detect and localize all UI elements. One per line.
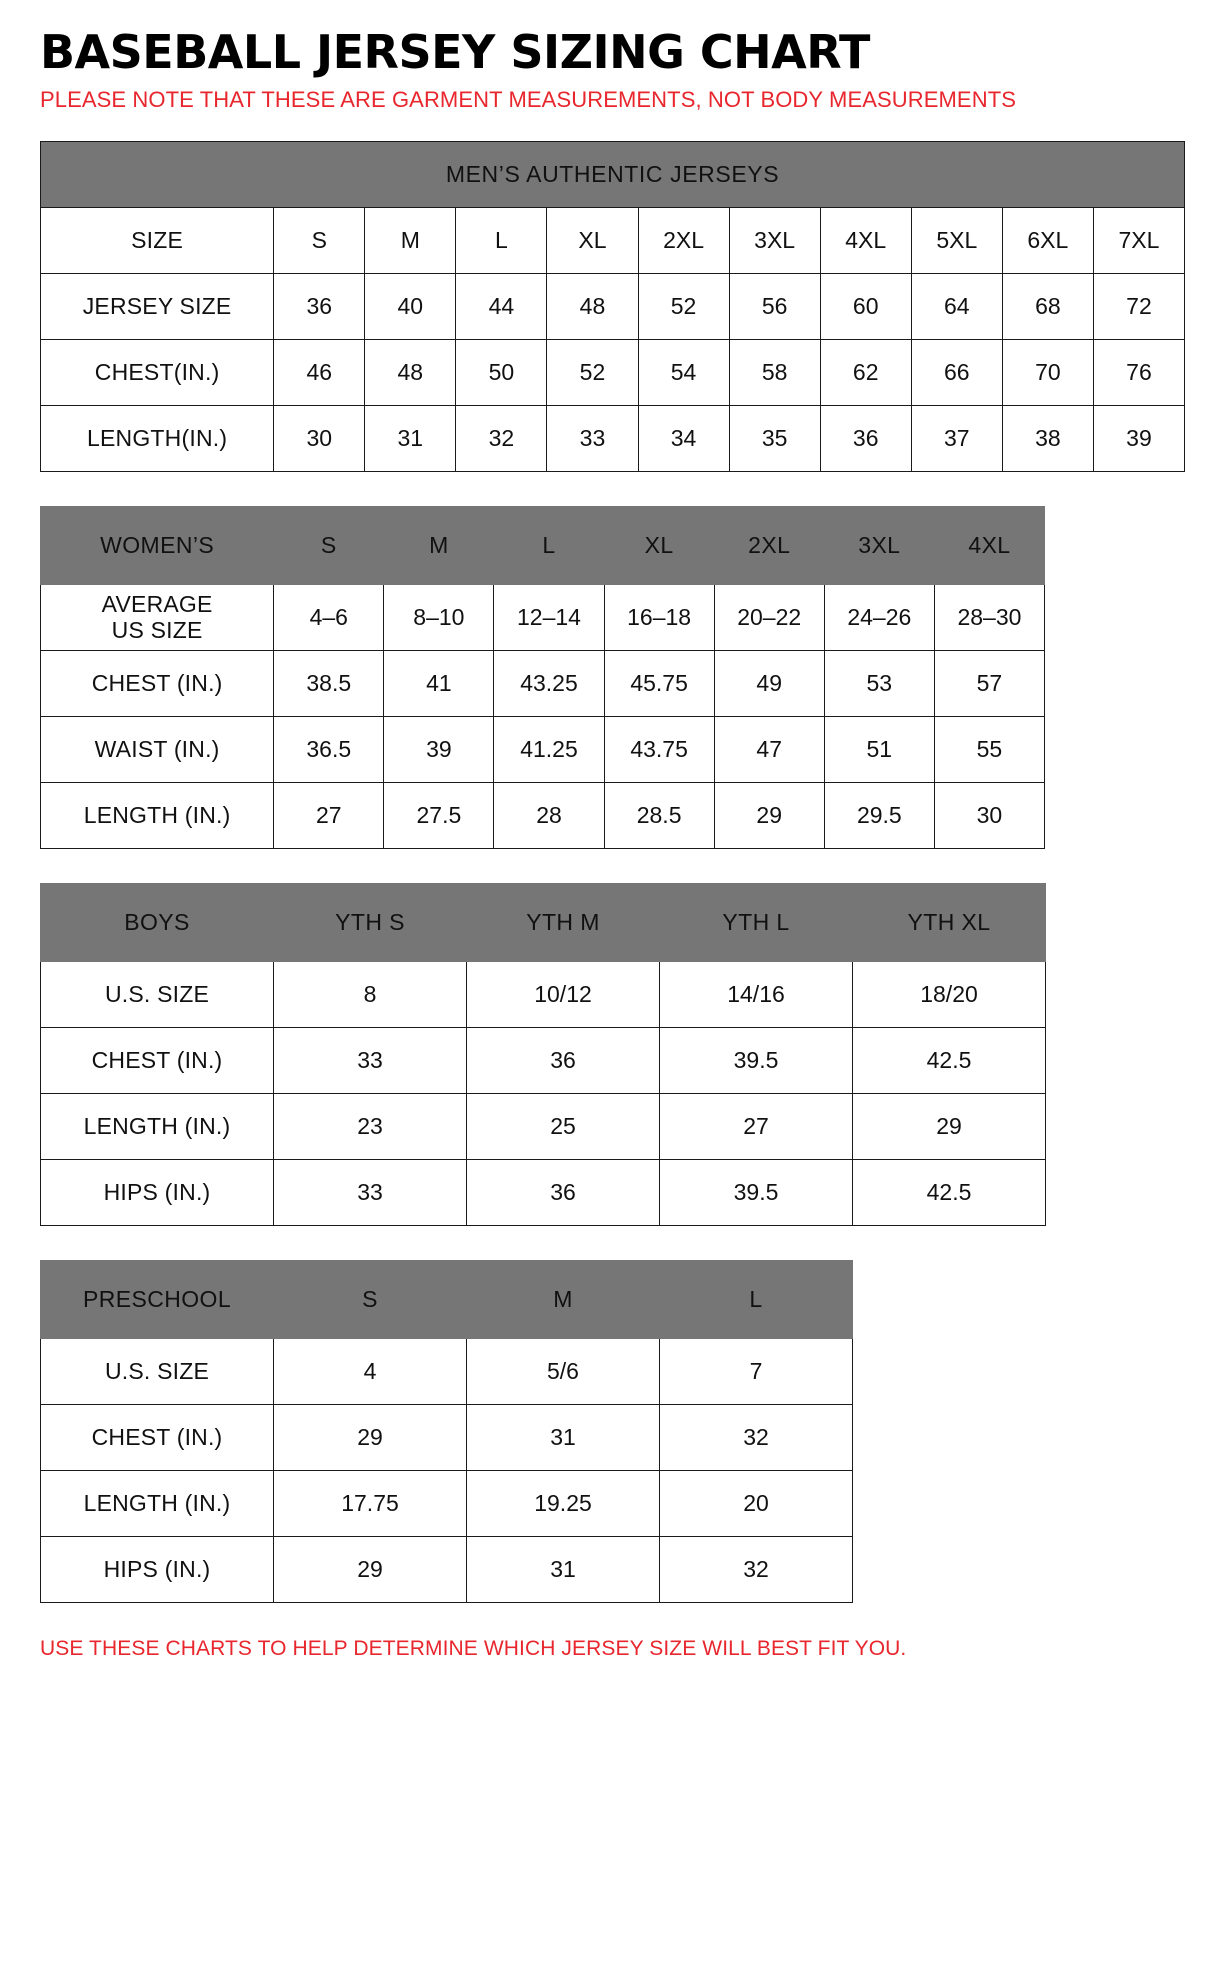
womens-size-3xl: 3XL bbox=[824, 506, 934, 584]
boys-row-label: CHEST (IN.) bbox=[41, 1027, 274, 1093]
womens-cell: 28–30 bbox=[934, 584, 1044, 650]
mens-banner-label: MEN’S AUTHENTIC JERSEYS bbox=[41, 141, 1185, 207]
table-row bbox=[41, 273, 1185, 339]
womens-cell: 41.25 bbox=[494, 716, 604, 782]
womens-cell: 29 bbox=[714, 782, 824, 848]
table-row bbox=[41, 1536, 853, 1602]
boys-sizing-table bbox=[40, 883, 1046, 1226]
mens-cell: 31 bbox=[365, 405, 456, 471]
mens-cell: 48 bbox=[365, 339, 456, 405]
table-row bbox=[41, 650, 1045, 716]
preschool-size-s: S bbox=[274, 1260, 467, 1338]
boys-cell: 25 bbox=[467, 1093, 660, 1159]
mens-cell: 58 bbox=[729, 339, 820, 405]
preschool-cell: 29 bbox=[274, 1536, 467, 1602]
boys-header-row bbox=[41, 883, 1046, 961]
mens-size-7xl: 7XL bbox=[1093, 207, 1184, 273]
boys-cell: 33 bbox=[274, 1027, 467, 1093]
mens-cell: 50 bbox=[456, 339, 547, 405]
womens-cell: 27.5 bbox=[384, 782, 494, 848]
womens-row-label bbox=[41, 584, 274, 650]
boys-size-yth-xl: YTH XL bbox=[853, 883, 1046, 961]
mens-row-label: CHEST(IN.) bbox=[41, 339, 274, 405]
womens-cell: 57 bbox=[934, 650, 1044, 716]
womens-cell: 55 bbox=[934, 716, 1044, 782]
table-row bbox=[41, 1093, 1046, 1159]
boys-cell: 42.5 bbox=[853, 1159, 1046, 1225]
womens-cell: 4–6 bbox=[274, 584, 384, 650]
mens-cell: 62 bbox=[820, 339, 911, 405]
table-row bbox=[41, 782, 1045, 848]
boys-cell: 36 bbox=[467, 1027, 660, 1093]
womens-cell: 27 bbox=[274, 782, 384, 848]
womens-size-2xl: 2XL bbox=[714, 506, 824, 584]
womens-cell: 24–26 bbox=[824, 584, 934, 650]
mens-cell: 32 bbox=[456, 405, 547, 471]
preschool-cell: 32 bbox=[660, 1404, 853, 1470]
preschool-cell: 29 bbox=[274, 1404, 467, 1470]
mens-cell: 70 bbox=[1002, 339, 1093, 405]
preschool-cell: 32 bbox=[660, 1536, 853, 1602]
table-row bbox=[41, 1159, 1046, 1225]
preschool-row-label: CHEST (IN.) bbox=[41, 1404, 274, 1470]
mens-cell: 72 bbox=[1093, 273, 1184, 339]
womens-size-4xl: 4XL bbox=[934, 506, 1044, 584]
womens-cell: 29.5 bbox=[824, 782, 934, 848]
table-row bbox=[41, 1470, 853, 1536]
preschool-cell: 19.25 bbox=[467, 1470, 660, 1536]
mens-size-2xl: 2XL bbox=[638, 207, 729, 273]
preschool-cell: 31 bbox=[467, 1404, 660, 1470]
preschool-cell: 7 bbox=[660, 1338, 853, 1404]
footer-note: USE THESE CHARTS TO HELP DETERMINE WHICH JERSEY SIZE WILL BEST FIT YOU. bbox=[40, 1636, 907, 1660]
mens-size-label: SIZE bbox=[41, 207, 274, 273]
mens-cell: 30 bbox=[274, 405, 365, 471]
mens-size-xl: XL bbox=[547, 207, 638, 273]
womens-row-label-line2: US SIZE bbox=[111, 617, 203, 644]
womens-row-label: LENGTH (IN.) bbox=[41, 782, 274, 848]
mens-cell: 64 bbox=[911, 273, 1002, 339]
womens-cell: 30 bbox=[934, 782, 1044, 848]
boys-row-label: U.S. SIZE bbox=[41, 961, 274, 1027]
preschool-size-l: L bbox=[660, 1260, 853, 1338]
preschool-cell: 20 bbox=[660, 1470, 853, 1536]
boys-row-label: LENGTH (IN.) bbox=[41, 1093, 274, 1159]
mens-size-s: S bbox=[274, 207, 365, 273]
mens-cell: 56 bbox=[729, 273, 820, 339]
mens-cell: 34 bbox=[638, 405, 729, 471]
preschool-cell: 4 bbox=[274, 1338, 467, 1404]
mens-size-6xl: 6XL bbox=[1002, 207, 1093, 273]
womens-sizing-table bbox=[40, 506, 1045, 849]
womens-cell: 49 bbox=[714, 650, 824, 716]
mens-cell: 54 bbox=[638, 339, 729, 405]
womens-header-label: WOMEN’S bbox=[41, 506, 274, 584]
mens-size-3xl: 3XL bbox=[729, 207, 820, 273]
table-row bbox=[41, 1338, 853, 1404]
preschool-header-row bbox=[41, 1260, 853, 1338]
mens-cell: 36 bbox=[274, 273, 365, 339]
boys-size-yth-l: YTH L bbox=[660, 883, 853, 961]
mens-cell: 52 bbox=[638, 273, 729, 339]
table-row bbox=[41, 584, 1045, 650]
boys-cell: 33 bbox=[274, 1159, 467, 1225]
womens-size-l: L bbox=[494, 506, 604, 584]
womens-cell: 38.5 bbox=[274, 650, 384, 716]
mens-size-5xl: 5XL bbox=[911, 207, 1002, 273]
womens-size-xl: XL bbox=[604, 506, 714, 584]
mens-cell: 38 bbox=[1002, 405, 1093, 471]
womens-cell: 28 bbox=[494, 782, 604, 848]
mens-cell: 66 bbox=[911, 339, 1002, 405]
mens-cell: 37 bbox=[911, 405, 1002, 471]
mens-size-l: L bbox=[456, 207, 547, 273]
boys-cell: 39.5 bbox=[660, 1027, 853, 1093]
mens-row-label: JERSEY SIZE bbox=[41, 273, 274, 339]
womens-cell: 47 bbox=[714, 716, 824, 782]
page-title: BASEBALL JERSEY SIZING CHART bbox=[40, 25, 870, 79]
mens-row-label: LENGTH(IN.) bbox=[41, 405, 274, 471]
table-row bbox=[41, 1404, 853, 1470]
womens-header-row bbox=[41, 506, 1045, 584]
preschool-row-label: LENGTH (IN.) bbox=[41, 1470, 274, 1536]
womens-size-s: S bbox=[274, 506, 384, 584]
mens-cell: 60 bbox=[820, 273, 911, 339]
mens-size-4xl: 4XL bbox=[820, 207, 911, 273]
mens-cell: 40 bbox=[365, 273, 456, 339]
boys-cell: 18/20 bbox=[853, 961, 1046, 1027]
mens-size-header-row bbox=[41, 207, 1185, 273]
mens-cell: 35 bbox=[729, 405, 820, 471]
boys-size-yth-m: YTH M bbox=[467, 883, 660, 961]
boys-cell: 29 bbox=[853, 1093, 1046, 1159]
womens-cell: 39 bbox=[384, 716, 494, 782]
mens-cell: 39 bbox=[1093, 405, 1184, 471]
womens-cell: 51 bbox=[824, 716, 934, 782]
table-row bbox=[41, 339, 1185, 405]
mens-cell: 46 bbox=[274, 339, 365, 405]
boys-row-label: HIPS (IN.) bbox=[41, 1159, 274, 1225]
table-row bbox=[41, 1027, 1046, 1093]
womens-cell: 43.25 bbox=[494, 650, 604, 716]
preschool-cell: 5/6 bbox=[467, 1338, 660, 1404]
womens-cell: 8–10 bbox=[384, 584, 494, 650]
womens-cell: 41 bbox=[384, 650, 494, 716]
preschool-size-m: M bbox=[467, 1260, 660, 1338]
preschool-header-label: PRESCHOOL bbox=[41, 1260, 274, 1338]
boys-cell: 8 bbox=[274, 961, 467, 1027]
womens-cell: 45.75 bbox=[604, 650, 714, 716]
boys-cell: 27 bbox=[660, 1093, 853, 1159]
table-row bbox=[41, 405, 1185, 471]
table-row bbox=[41, 716, 1045, 782]
womens-cell: 43.75 bbox=[604, 716, 714, 782]
womens-size-m: M bbox=[384, 506, 494, 584]
boys-cell: 10/12 bbox=[467, 961, 660, 1027]
womens-row-label: WAIST (IN.) bbox=[41, 716, 274, 782]
womens-row-label-line1: AVERAGE bbox=[101, 590, 213, 617]
mens-banner-row bbox=[41, 141, 1185, 207]
mens-cell: 36 bbox=[820, 405, 911, 471]
mens-cell: 33 bbox=[547, 405, 638, 471]
mens-cell: 76 bbox=[1093, 339, 1184, 405]
table-row bbox=[41, 961, 1046, 1027]
preschool-cell: 17.75 bbox=[274, 1470, 467, 1536]
boys-cell: 39.5 bbox=[660, 1159, 853, 1225]
mens-cell: 52 bbox=[547, 339, 638, 405]
womens-cell: 16–18 bbox=[604, 584, 714, 650]
womens-cell: 28.5 bbox=[604, 782, 714, 848]
mens-sizing-table bbox=[40, 141, 1185, 472]
boys-header-label: BOYS bbox=[41, 883, 274, 961]
boys-cell: 23 bbox=[274, 1093, 467, 1159]
womens-cell: 53 bbox=[824, 650, 934, 716]
mens-cell: 48 bbox=[547, 273, 638, 339]
boys-cell: 14/16 bbox=[660, 961, 853, 1027]
womens-cell: 20–22 bbox=[714, 584, 824, 650]
boys-cell: 42.5 bbox=[853, 1027, 1046, 1093]
preschool-row-label: HIPS (IN.) bbox=[41, 1536, 274, 1602]
womens-cell: 12–14 bbox=[494, 584, 604, 650]
womens-row-label: CHEST (IN.) bbox=[41, 650, 274, 716]
mens-cell: 44 bbox=[456, 273, 547, 339]
boys-size-yth-s: YTH S bbox=[274, 883, 467, 961]
preschool-row-label: U.S. SIZE bbox=[41, 1338, 274, 1404]
boys-cell: 36 bbox=[467, 1159, 660, 1225]
womens-cell: 36.5 bbox=[274, 716, 384, 782]
mens-cell: 68 bbox=[1002, 273, 1093, 339]
measurement-note: PLEASE NOTE THAT THESE ARE GARMENT MEASUREMENTS, NOT BODY MEASUREMENTS bbox=[40, 87, 1017, 113]
preschool-cell: 31 bbox=[467, 1536, 660, 1602]
preschool-sizing-table bbox=[40, 1260, 853, 1603]
mens-size-m: M bbox=[365, 207, 456, 273]
